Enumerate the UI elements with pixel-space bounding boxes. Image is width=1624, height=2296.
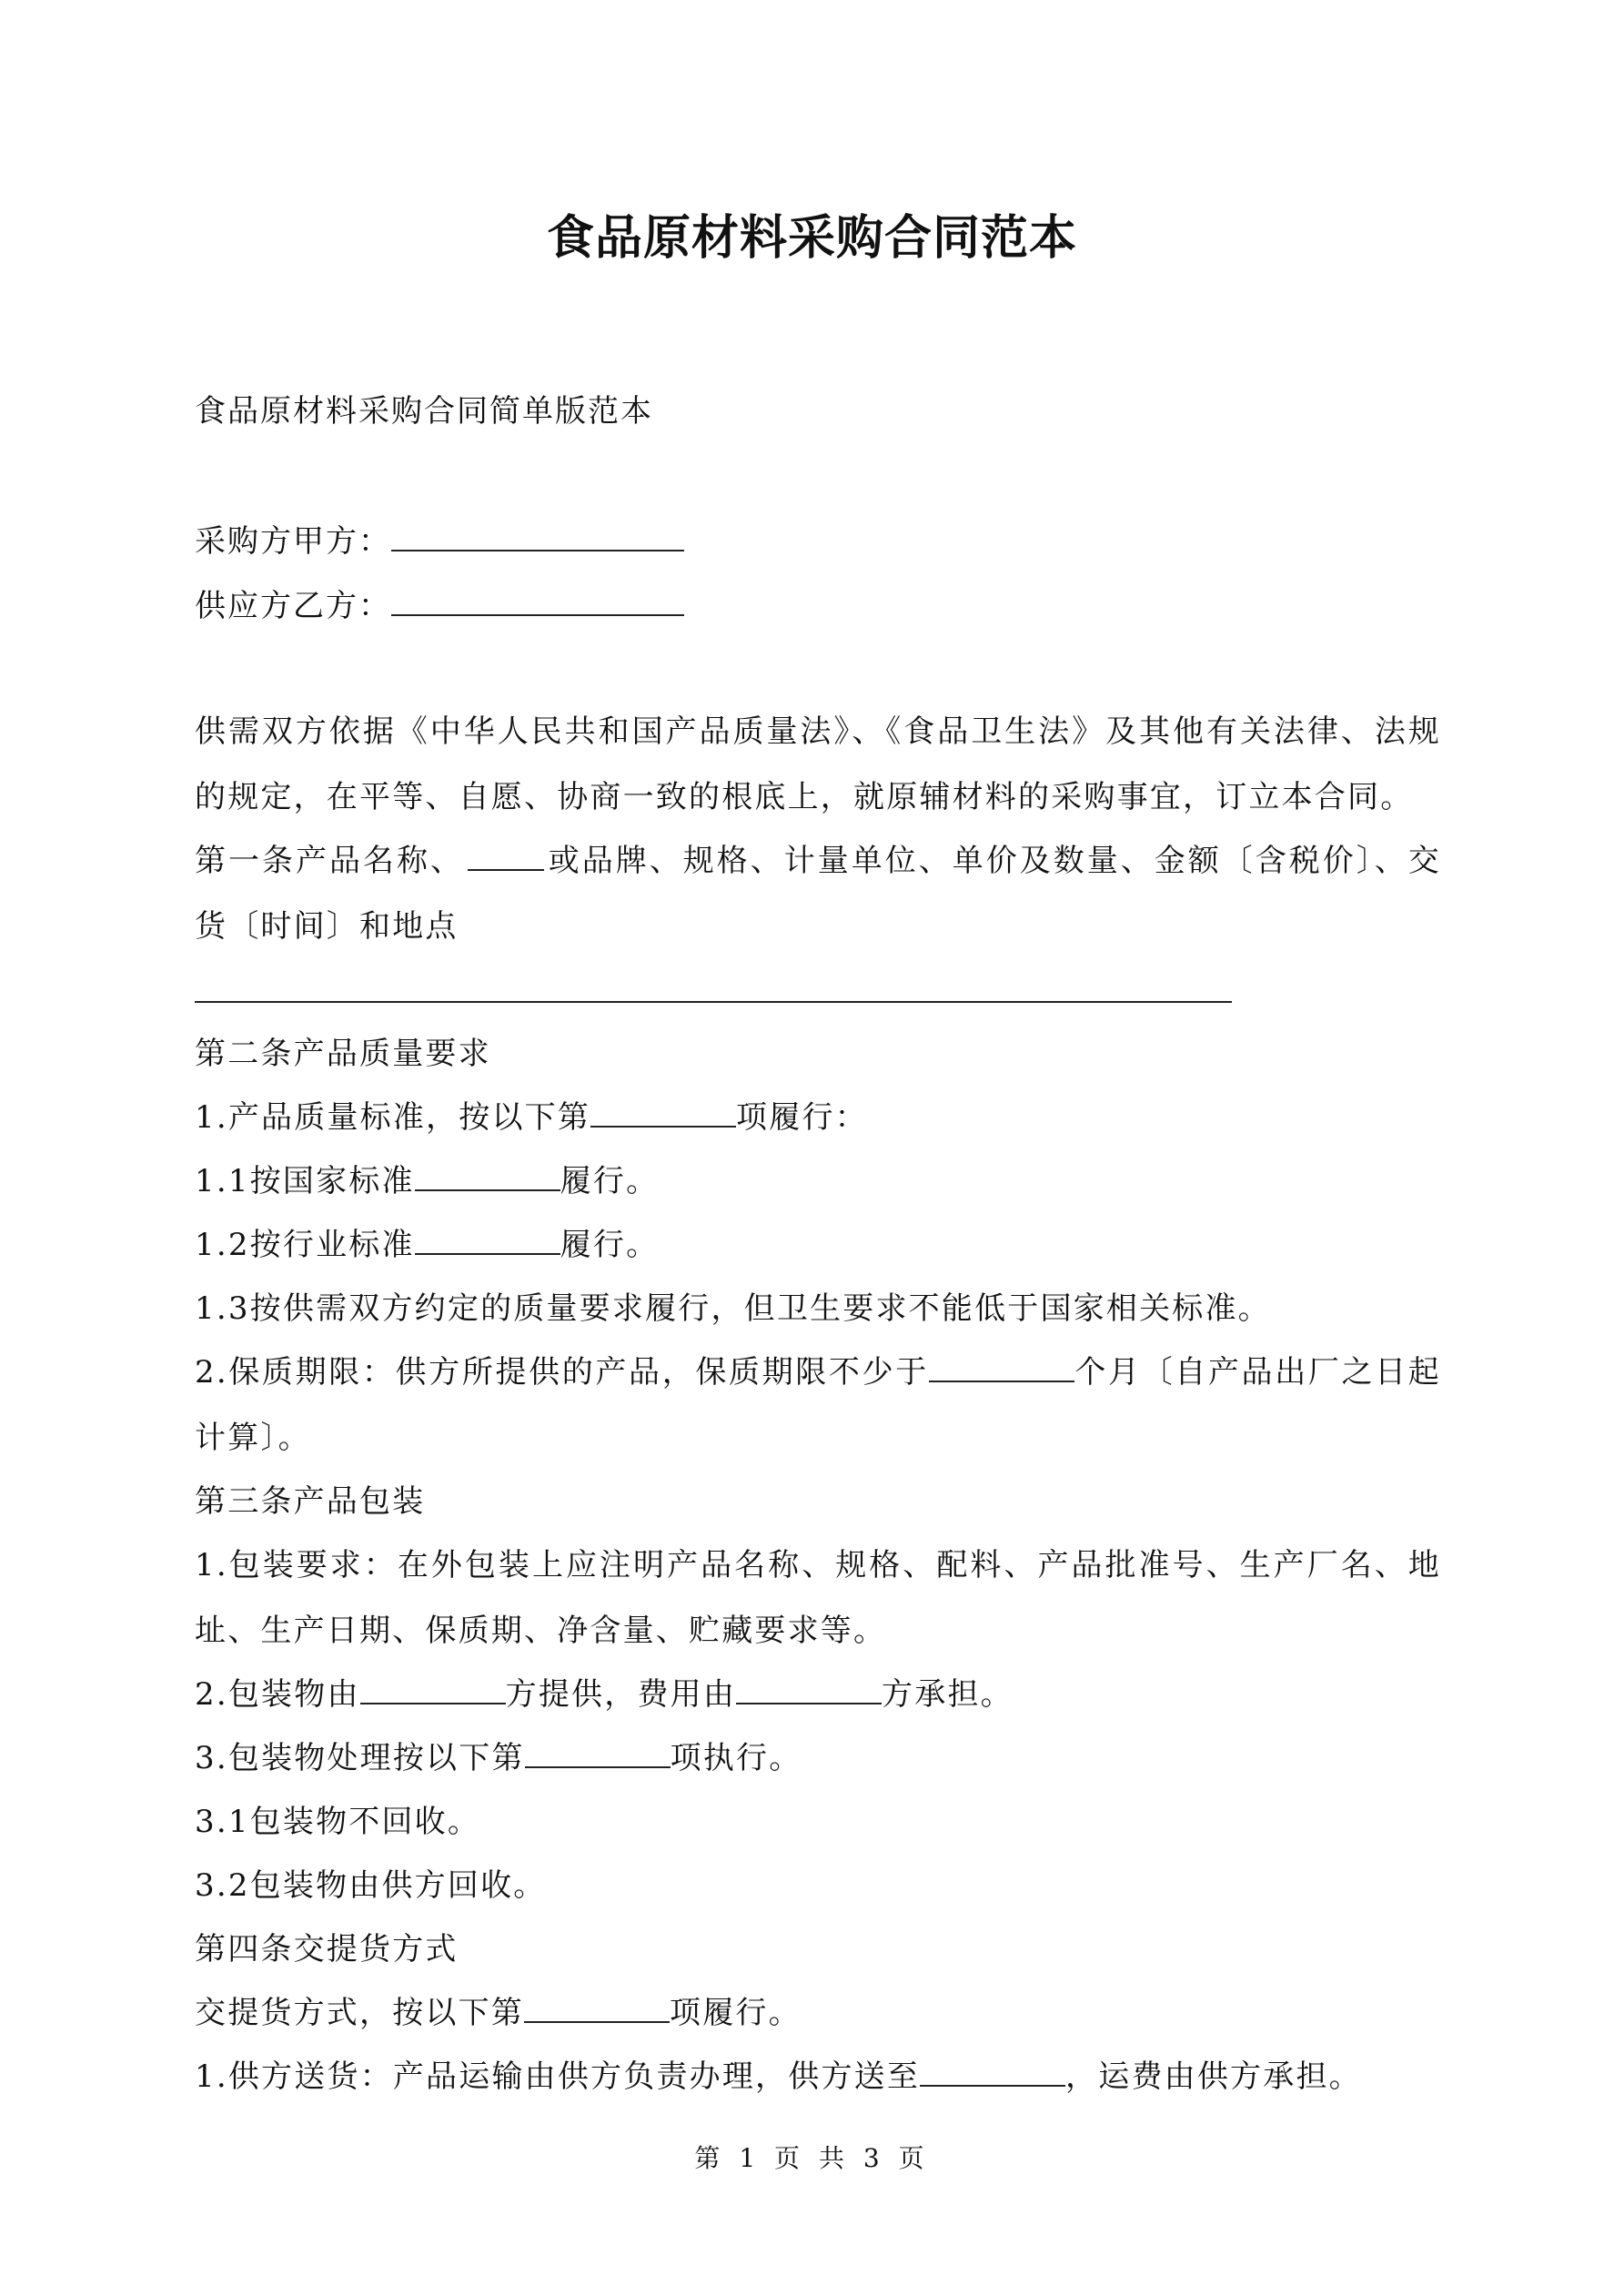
packaging-provider-blank[interactable] — [360, 1675, 506, 1704]
article-1-paragraph — [195, 828, 1441, 959]
article-2-line-1 — [195, 1085, 1441, 1150]
article-3-line-3 — [195, 1725, 1441, 1791]
article-3-line-3-2: 3.2包装物由供方回收。 — [195, 1867, 547, 1904]
document-title: 食品原材料采购合同范本 — [546, 210, 1077, 266]
article-1-blank[interactable] — [468, 842, 544, 871]
article-2-line-2 — [195, 1340, 1441, 1471]
article-3-heading: 第三条产品包装 — [195, 1483, 426, 1520]
article-3-line-1: 1.包装要求：在外包装上应注明产品名称、规格、配料、产品批准号、生产厂名、地址、生产日期、保质期、净含量、贮藏要求等。 — [195, 1547, 1441, 1649]
national-standard-blank[interactable] — [415, 1162, 560, 1191]
article-3-line-2-c: 方承担。 — [882, 1676, 1014, 1713]
page-footer: 第 1 页 共 3 页 — [694, 2143, 930, 2173]
shelf-life-blank[interactable] — [929, 1353, 1074, 1382]
article-3-line-3-after: 项执行。 — [670, 1740, 802, 1776]
article-2-line-2-before: 2.保质期限：供方所提供的产品，保质期限不少于 — [195, 1354, 929, 1391]
supplier-party-line — [195, 583, 684, 629]
packaging-cost-blank[interactable] — [736, 1675, 882, 1704]
article-4-line-1-after: ，运费由供方承担。 — [1065, 2058, 1362, 2095]
delivery-method-blank[interactable] — [524, 1994, 670, 2023]
article-3-line-2-a: 2.包装物由 — [195, 1676, 360, 1713]
delivery-destination-blank[interactable] — [920, 2058, 1065, 2087]
article-2-line-1-2-after: 履行。 — [560, 1227, 660, 1263]
article-4-line-0 — [195, 1980, 1441, 2046]
buyer-blank[interactable] — [391, 522, 684, 551]
article-2-line-1-3: 1.3按供需双方约定的质量要求履行，但卫生要求不能低于国家相关标准。 — [195, 1290, 1271, 1327]
article-3-line-3-before: 3.包装物处理按以下第 — [195, 1740, 525, 1776]
supplier-label: 供应方乙方： — [195, 588, 391, 624]
article-4-line-0-after: 项履行。 — [670, 1995, 802, 2031]
article-4-line-0-before: 交提货方式，按以下第 — [195, 1995, 524, 2031]
article-2-line-2-after: 个月〔自产品出厂之日起计算〕。 — [195, 1354, 1441, 1456]
buyer-party-line — [195, 519, 684, 564]
article-2-line-1-blank[interactable] — [590, 1098, 736, 1128]
industry-standard-blank[interactable] — [415, 1226, 560, 1255]
article-3-line-3-1: 3.1包装物不回收。 — [195, 1804, 481, 1840]
article-4-line-1 — [195, 2044, 1441, 2109]
article-2-line-1-1-after: 履行。 — [560, 1163, 660, 1199]
supplier-blank[interactable] — [391, 587, 684, 616]
article-3-line-2 — [195, 1662, 1441, 1727]
document-subtitle: 食品原材料采购合同简单版范本 — [195, 393, 653, 430]
article-4-line-1-before: 1.供方送货：产品运输由供方负责办理，供方送至 — [195, 2058, 921, 2095]
article-2-line-1-2 — [195, 1212, 1441, 1278]
article-2-line-1-1 — [195, 1148, 1441, 1214]
packaging-disposal-blank[interactable] — [525, 1739, 671, 1768]
article-4-heading: 第四条交提货方式 — [195, 1931, 459, 1967]
article-2-line-1-2-before: 1.2按行业标准 — [195, 1227, 415, 1263]
intro-paragraph: 供需双方依据《中华人民共和国产品质量法》、《食品卫生法》及其他有关法律、法规的规定，在平等、自愿、协商一致的根底上，就原辅材料的采购事宜，订立本合同。 — [195, 713, 1441, 815]
article-2-line-1-after: 项履行： — [736, 1099, 868, 1136]
article-1-before: 第一条产品名称、 — [195, 843, 464, 879]
article-2-line-1-before: 1.产品质量标准，按以下第 — [195, 1099, 591, 1136]
buyer-label: 采购方甲方： — [195, 523, 391, 560]
article-2-heading: 第二条产品质量要求 — [195, 1036, 491, 1072]
article-1-fill-rule[interactable] — [195, 1001, 1232, 1003]
article-1-after: 或品牌、规格、计量单位、单价及数量、金额〔含税价〕、交货〔时间〕和地点 — [195, 843, 1441, 945]
article-3-line-2-b: 方提供，费用由 — [505, 1676, 737, 1713]
article-2-line-1-1-before: 1.1按国家标准 — [195, 1163, 415, 1199]
